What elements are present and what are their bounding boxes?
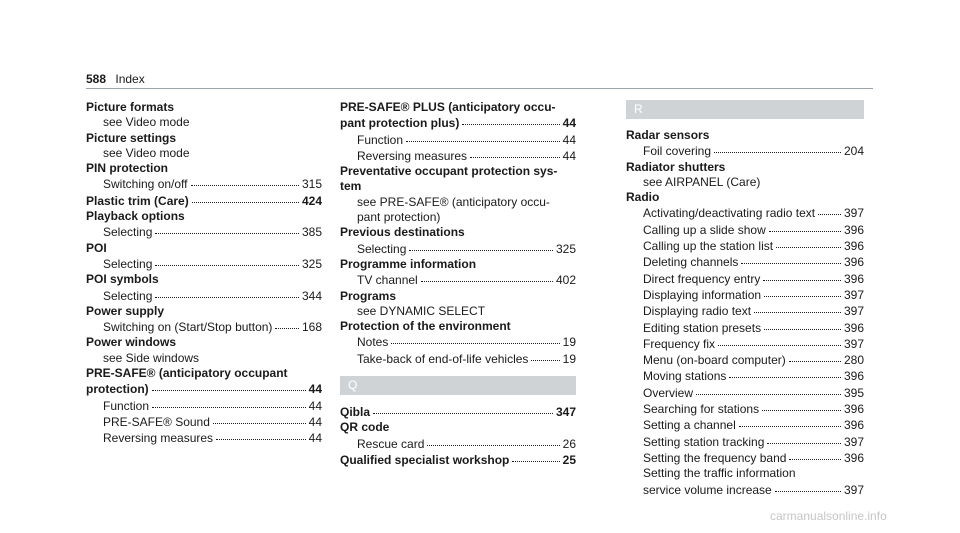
index-heading-entry[interactable] — [340, 452, 576, 468]
entry-label: Function — [357, 132, 404, 147]
spacer — [340, 367, 576, 376]
entry-label: Searching for stations — [643, 402, 760, 417]
entry-label: Displaying information — [643, 287, 762, 302]
entry-label: Selecting — [103, 288, 153, 303]
page-reference: 44 — [562, 132, 576, 147]
page-reference: 396 — [843, 222, 864, 237]
page-reference: 26 — [562, 436, 576, 451]
entry-label: service volume increase — [643, 482, 772, 497]
entry-label: Direct frequency entry — [643, 271, 761, 286]
entry-label: Setting station tracking — [643, 434, 765, 449]
page-reference: 396 — [843, 255, 864, 270]
dot-leader — [714, 141, 841, 153]
index-heading: Radiator shutters — [626, 159, 726, 174]
page-reference: 397 — [843, 434, 864, 449]
entry-label: Take-back of end-of-life vehicles — [357, 351, 529, 366]
section-letter-heading: Q — [340, 376, 576, 395]
index-heading-entry[interactable] — [340, 404, 576, 420]
index-heading: Radar sensors — [626, 128, 710, 142]
dot-leader — [769, 220, 841, 232]
index-subentry: see Video mode — [103, 115, 190, 130]
dot-leader — [512, 450, 559, 462]
dot-leader — [152, 396, 306, 408]
page-reference: 25 — [562, 452, 576, 467]
page-reference: 385 — [301, 225, 322, 240]
dot-leader — [216, 428, 306, 440]
index-heading: Previous destinations — [340, 225, 465, 240]
entry-label: Qualified specialist workshop — [340, 452, 510, 467]
dot-leader — [213, 412, 306, 424]
dot-leader — [741, 252, 841, 264]
entry-label: Calling up a slide show — [643, 222, 766, 237]
dot-leader — [789, 350, 841, 362]
dot-leader — [789, 448, 841, 460]
dot-leader — [767, 432, 841, 444]
index-heading: POI — [86, 240, 107, 255]
page-reference: 168 — [301, 320, 322, 335]
index-heading: Picture settings — [86, 130, 177, 145]
index-entry[interactable] — [86, 288, 322, 304]
dot-leader — [739, 415, 841, 427]
dot-leader — [406, 130, 560, 142]
dot-leader — [696, 383, 841, 395]
index-heading-entry[interactable] — [86, 193, 322, 209]
index-entry[interactable] — [86, 319, 322, 335]
page-reference: 19 — [562, 351, 576, 366]
dot-leader — [192, 191, 299, 203]
index-heading: Protection of the environment — [340, 319, 511, 334]
page-reference: 396 — [843, 320, 864, 335]
spacer — [626, 119, 864, 128]
entry-label: PRE-SAFE® Sound — [103, 414, 210, 429]
dot-leader — [531, 349, 559, 361]
dot-leader — [373, 402, 553, 414]
index-subentry: see Video mode — [103, 145, 190, 160]
entry-label: Frequency fix — [643, 336, 716, 351]
entry-label: Plastic trim (Care) — [86, 193, 189, 208]
entry-label: Qibla — [340, 405, 371, 420]
page-reference: 395 — [843, 385, 864, 400]
watermark: carmanualsonline.info — [770, 509, 887, 523]
dot-leader — [818, 203, 841, 215]
page-reference: 396 — [843, 369, 864, 384]
entry-label: Displaying radio text — [643, 304, 752, 319]
page-reference: 44 — [308, 382, 322, 397]
index-entry[interactable] — [340, 351, 576, 367]
page-reference: 44 — [308, 414, 322, 429]
index-heading: PRE-SAFE® PLUS (anticipatory occu- — [340, 100, 556, 114]
index-entry[interactable] — [626, 143, 864, 159]
page-reference: 315 — [301, 177, 322, 192]
page-reference: 396 — [843, 418, 864, 433]
dot-leader — [764, 318, 841, 330]
dot-leader — [155, 286, 299, 298]
index-subentry: see PRE-SAFE® (anticipatory occu- — [357, 194, 550, 209]
dot-leader — [427, 434, 559, 446]
dot-leader — [762, 399, 841, 411]
index-heading: POI symbols — [86, 272, 159, 287]
index-column-1 — [86, 100, 322, 447]
dot-leader — [754, 301, 841, 313]
dot-leader — [775, 480, 841, 492]
index-heading: Power supply — [86, 303, 165, 318]
page-reference: 402 — [555, 273, 576, 288]
dot-leader — [718, 334, 841, 346]
entry-label: Editing station presets — [643, 320, 762, 335]
index-heading: Playback options — [86, 209, 185, 224]
page-reference: 325 — [555, 241, 576, 256]
index-heading: Programme information — [340, 256, 477, 271]
page-reference: 424 — [301, 193, 322, 208]
page-reference: 325 — [301, 256, 322, 271]
entry-label: Moving stations — [643, 369, 727, 384]
dot-leader — [391, 332, 559, 344]
index-column-2 — [340, 100, 576, 468]
index-entry[interactable] — [86, 256, 322, 272]
page-reference: 396 — [843, 450, 864, 465]
header-divider — [86, 88, 873, 89]
entry-label: Setting a channel — [643, 418, 736, 433]
index-heading: tem — [340, 179, 362, 194]
dot-leader — [462, 113, 559, 125]
entry-label: Menu (on-board computer) — [643, 353, 786, 368]
index-entry[interactable] — [86, 430, 322, 446]
section-letter-heading: R — [626, 100, 864, 119]
dot-leader — [470, 146, 560, 158]
index-subentry: see AIRPANEL (Care) — [643, 174, 761, 189]
index-entry[interactable] — [86, 224, 322, 240]
dot-leader — [155, 254, 299, 266]
dot-leader — [763, 269, 841, 281]
dot-leader — [275, 317, 299, 329]
entry-label: Function — [103, 398, 150, 413]
entry-label: Selecting — [357, 241, 407, 256]
entry-label: Setting the frequency band — [643, 450, 787, 465]
page-reference: 44 — [562, 148, 576, 163]
dot-leader — [776, 236, 841, 248]
page-reference: 44 — [308, 398, 322, 413]
entry-label: Deleting channels — [643, 255, 739, 270]
index-heading: Radio — [626, 190, 660, 205]
entry-label: Overview — [643, 385, 694, 400]
page-reference: 396 — [843, 271, 864, 286]
entry-label: Switching on (Start/Stop button) — [103, 320, 273, 335]
entry-label: Reversing measures — [357, 148, 468, 163]
entry-label: Notes — [357, 335, 389, 350]
entry-label: Reversing measures — [103, 431, 214, 446]
page-reference: 397 — [843, 482, 864, 497]
page-reference: 280 — [843, 353, 864, 368]
page-reference: 44 — [308, 431, 322, 446]
entry-label: Foil covering — [643, 144, 712, 159]
index-entry[interactable] — [626, 482, 864, 498]
section-title: Index — [115, 72, 145, 86]
entry-label: protection) — [86, 382, 149, 397]
page-reference: 397 — [843, 304, 864, 319]
index-column-3 — [626, 100, 864, 498]
entry-label: Selecting — [103, 256, 153, 271]
entry-label: TV channel — [357, 273, 418, 288]
page-header — [86, 72, 145, 86]
index-heading: Preventative occupant protection sys- — [340, 164, 558, 179]
page-reference: 344 — [301, 288, 322, 303]
page-reference: 396 — [843, 239, 864, 254]
dot-leader — [155, 222, 299, 234]
index-subentry: pant protection) — [357, 210, 441, 225]
page-reference: 19 — [562, 335, 576, 350]
dot-leader — [409, 239, 553, 251]
index-heading: Picture formats — [86, 100, 175, 114]
page-number: 588 — [86, 72, 107, 86]
dot-leader — [152, 379, 306, 391]
page-reference: 347 — [555, 405, 576, 420]
entry-label: pant protection plus) — [340, 116, 460, 131]
entry-label: Selecting — [103, 225, 153, 240]
index-entry[interactable] — [340, 148, 576, 164]
index-heading: PRE-SAFE® (anticipatory occupant — [86, 366, 288, 381]
index-heading: QR code — [340, 420, 390, 435]
page-reference: 397 — [843, 287, 864, 302]
index-entry[interactable] — [626, 450, 864, 466]
index-entry[interactable] — [340, 272, 576, 288]
dot-leader — [421, 270, 553, 282]
entry-label: Calling up the station list — [643, 239, 774, 254]
index-heading: Power windows — [86, 335, 177, 350]
dot-leader — [729, 366, 841, 378]
index-subentry: see Side windows — [103, 350, 200, 365]
index-heading: PIN protection — [86, 161, 169, 176]
index-subentry: Setting the traffic information — [643, 466, 796, 481]
entry-label: Switching on/off — [103, 177, 188, 192]
index-heading: Programs — [340, 288, 397, 303]
index-subentry: see DYNAMIC SELECT — [357, 303, 486, 318]
dot-leader — [764, 285, 841, 297]
page-reference: 204 — [843, 144, 864, 159]
page-reference: 44 — [562, 116, 576, 131]
dot-leader — [191, 174, 299, 186]
page-reference: 396 — [843, 402, 864, 417]
entry-label: Rescue card — [357, 436, 425, 451]
index-entry[interactable] — [340, 241, 576, 257]
page-reference: 397 — [843, 336, 864, 351]
entry-label: Activating/deactivating radio text — [643, 206, 816, 221]
page-reference: 397 — [843, 206, 864, 221]
